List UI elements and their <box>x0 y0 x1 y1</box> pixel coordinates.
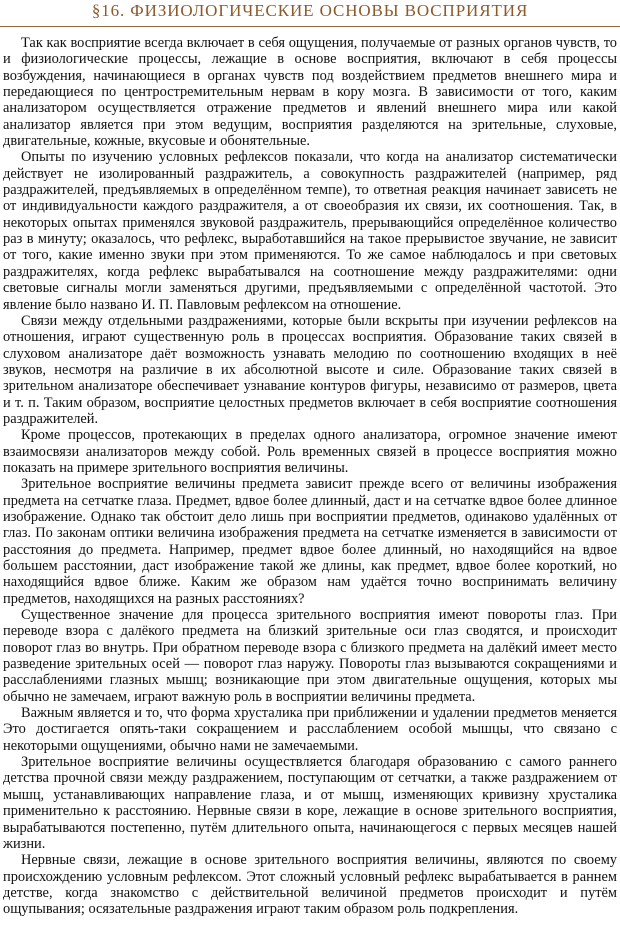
paragraph-1: Так как восприятие всегда включает в себя ощущения, получаемые от разных органов чувств, то и физиологические процессы, лежащие в основе восприятия, включают в себя процессы возбуждения, начинающиеся в органах чувств под воздействием предметов внешнего мира и передающиеся по центростремительным нервам в кору мозга. В зависимости от того, каким анализатором осуществляется отражение предметов и явлений внешнего мира или какой анализатор является при этом ведущим, восприятия разделяются на зрительные, слуховые, двигательные, кожные, вкусовые и обонятельные. <box>3 35 617 150</box>
paragraph-4: Кроме процессов, протекающих в пределах одного анализатора, огромное значение имеют взаимосвязи анализаторов между собой. Роль временных связей в процессе восприятия можно показать на примере зрительного восприятия величины. <box>3 427 617 476</box>
body-text <box>3 35 617 918</box>
paragraph-3: Связи между отдельными раздражениями, которые были вскрыты при изучении рефлексов на отношения, играют существенную роль в процессах восприятия. Образование таких связей в слуховом анализаторе даёт возможность узнавать мелодию по соотношению входящих в неё звуков, несмотря на различие в их абсолютной высоте и силе. Образование таких связей в зрительном анализаторе обеспечивает узнавание контуров фигуры, независимо от размеров, цвета и т. п. Таким образом, восприятие целостных предметов включает в себя восприятие соотношения раздражителей. <box>3 312 617 427</box>
paragraph-5: Зрительное восприятие величины предмета зависит прежде всего от величины изображения предмета на сетчатке глаза. Предмет, вдвое более длинный, даст и на сетчатке вдвое более длинное изображение. Однако так обстоит дело лишь при восприятии предметов, одинаково удалённых от глаз. По законам оптики величина изображения предмета на сетчатке изменяется в зависимости от расстояния до предмета. Например, предмет вдвое более длинный, но находящийся на вдвое большем расстоянии, даст изображение такой же длины, как предмет, вдвое более короткий, но находящийся вдвое ближе. Каким же образом нам удаётся точно воспринимать величину предметов, находящихся на разных расстояниях? <box>3 476 617 607</box>
paragraph-8: Зрительное восприятие величины осуществляется благодаря образованию с самого раннего детства прочной связи между раздражением, поступающим от сетчатки, а также раздражением от мышц, устанавливающих направление глаза, и от мышц, изменяющих кривизну хрусталика применительно к расстоянию. Нервные связи в коре, лежащие в основе зрительного восприятия, вырабатываются постепенно, путём длительного опыта, начинающегося с первых месяцев нашей жизни. <box>3 754 617 852</box>
section-title: §16. ФИЗИОЛОГИЧЕСКИЕ ОСНОВЫ ВОСПРИЯТИЯ <box>91 1 529 20</box>
paragraph-7: Важным является и то, что форма хрусталика при приближении и удалении предметов меняется Это достигается опять-таки сокращением и расслаблением особой мышцы, что связано с некоторыми ощущениями, обычно нами не замечаемыми. <box>3 705 617 754</box>
paragraph-9: Нервные связи, лежащие в основе зрительного восприятия величины, являются по своему происхождению условным рефлексом. Этот сложный условный рефлекс вырабатывается в раннем детстве, когда знакомство с действительной величиной предметов происходит и путём ощупывания; осязательные раздражения играют таким образом роль подкрепления. <box>3 852 617 918</box>
paragraph-2: Опыты по изучению условных рефлексов показали, что когда на анализатор систематически действует не изолированный раздражитель, а совокупность раздражителей (например, ряд раздражителей, предъявляемых в определённом темпе), то ответная реакция начинает зависеть не от индивидуальности каждого раздражителя, а от своеобразия их связи, их соотношения. Так, в некоторых опытах применялся звуковой раздражитель, прерывающийся определённое количество раз в минуту; оказалось, что рефлекс, выработавшийся на такое прерывистое звучание, не зависит от того, какие именно звуки при этом применяются. То же самое наблюдалось и при световых раздражителях, когда рефлекс вырабатывался на соотношение между раздражителями: одни световые сигналы могли заменяться другими, предъявляемыми с определённой частотой. Это явление было названо И. П. Павловым рефлексом на отношение. <box>3 149 617 313</box>
paragraph-6: Существенное значение для процесса зрительного восприятия имеют повороты глаз. При переводе взора с далёкого предмета на близкий зрительные оси глаз сводятся, и происходит поворот глаз во внутрь. При обратном переводе взора с близкого предмета на далёкий имеет место разведение зрительных осей — поворот глаз наружу. Повороты глаз вызываются сокращениями и расслаблениями глазных мышц; возникающие при этом двигательные ощущения, которых мы обычно не замечаем, играют важную роль в восприятии величины предмета. <box>3 607 617 705</box>
page-header <box>0 0 620 27</box>
